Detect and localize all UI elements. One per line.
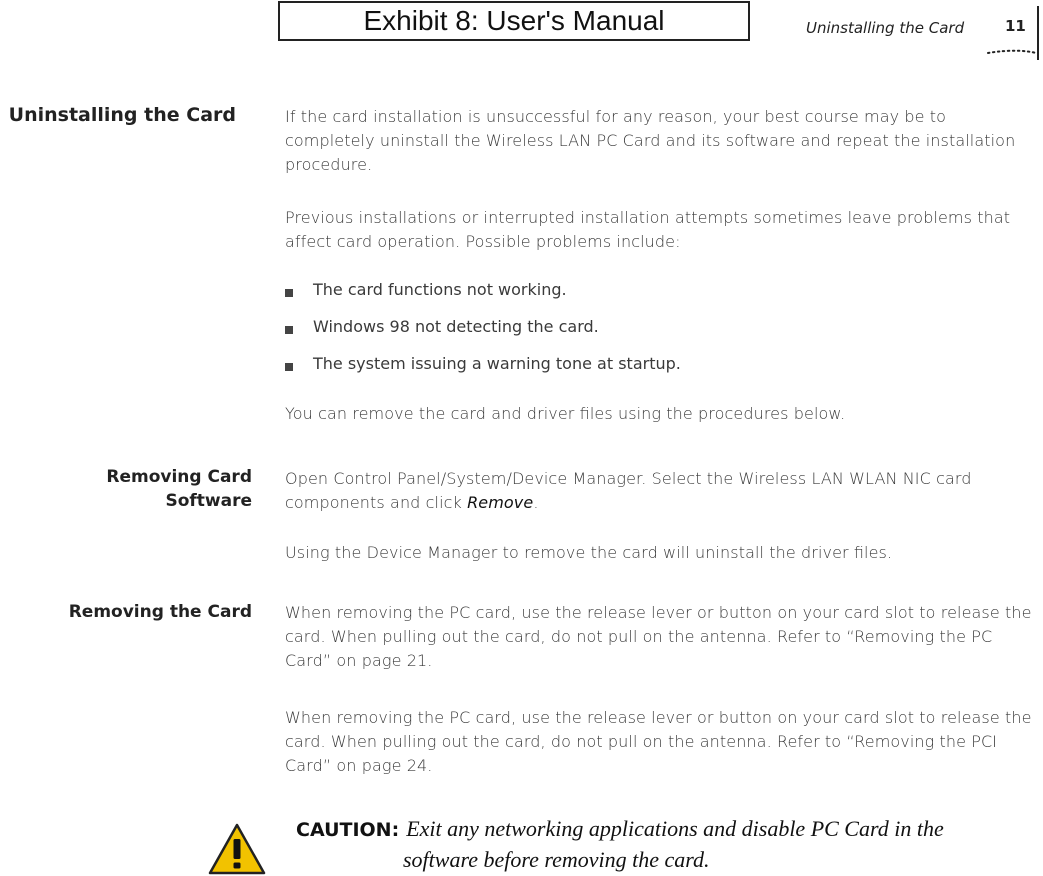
list-item-text: The card functions not working. [313, 280, 567, 299]
section-title-line: Software [165, 491, 252, 511]
square-bullet-icon [285, 326, 293, 334]
exhibit-label: Exhibit 8: User's Manual [363, 5, 665, 36]
uninstall-paragraph-3: You can remove the card and driver ﬁles using the procedures below. [285, 404, 846, 423]
caution-label: CAUTION: [296, 819, 400, 841]
caution-text-line1: Exit any networking applications and disable PC Card in the [406, 816, 944, 841]
section-title-line: Removing Card [106, 467, 252, 487]
removing-card-paragraph-2: When removing the PC card, use the release lever or button on your card slot to release the card. When pulling out the card, do not pull on the antenna. Refer to “Removing the PCI Card” on page 24. [285, 708, 1032, 775]
caution-text-line2: software before removing the card. [403, 847, 710, 872]
page-corner-decoration [986, 4, 1040, 60]
list-item-text: The system issuing a warning tone at startup. [313, 354, 681, 373]
problems-list [285, 280, 1025, 391]
section-title-removing-card: Removing the Card [68, 602, 252, 622]
section-title-uninstalling: Uninstalling the Card [8, 104, 236, 126]
square-bullet-icon [285, 363, 293, 371]
section-title-removing-software [0, 465, 252, 513]
page-number: 11 [1005, 17, 1026, 35]
square-bullet-icon [285, 289, 293, 297]
paragraph-text: Open Control Panel/System/Device Manager. Select the Wireless LAN WLAN NIC card components and click [285, 469, 972, 512]
removing-software-paragraph-2: Using the Device Manager to remove the card will uninstall the driver ﬁles. [285, 543, 893, 562]
running-head: Uninstalling the Card [806, 19, 965, 37]
uninstall-paragraph-1: If the card installation is unsuccessful for any reason, your best course may be to completely uninstall the Wireless LAN PC Card and its software and repeat the installation procedure. [285, 107, 1016, 174]
warning-triangle-icon [207, 822, 267, 876]
caution-note [296, 814, 1036, 874]
list-item [285, 317, 1025, 354]
removing-card-paragraph-1: When removing the PC card, use the release lever or button on your card slot to release the card. When pulling out the card, do not pull on the antenna. Refer to “Removing the PC Card” on page 21. [285, 603, 1032, 670]
exhibit-label-box [278, 1, 750, 41]
list-item [285, 280, 1025, 317]
list-item-text: Windows 98 not detecting the card. [313, 317, 599, 336]
paragraph-text: . [533, 493, 539, 512]
list-item [285, 354, 1025, 391]
uninstall-paragraph-2: Previous installations or interrupted installation attempts sometimes leave problems that affect card operation. Possible problems include: [285, 208, 1011, 251]
removing-software-paragraph-1 [285, 467, 1040, 515]
remove-command: Remove [467, 493, 534, 512]
